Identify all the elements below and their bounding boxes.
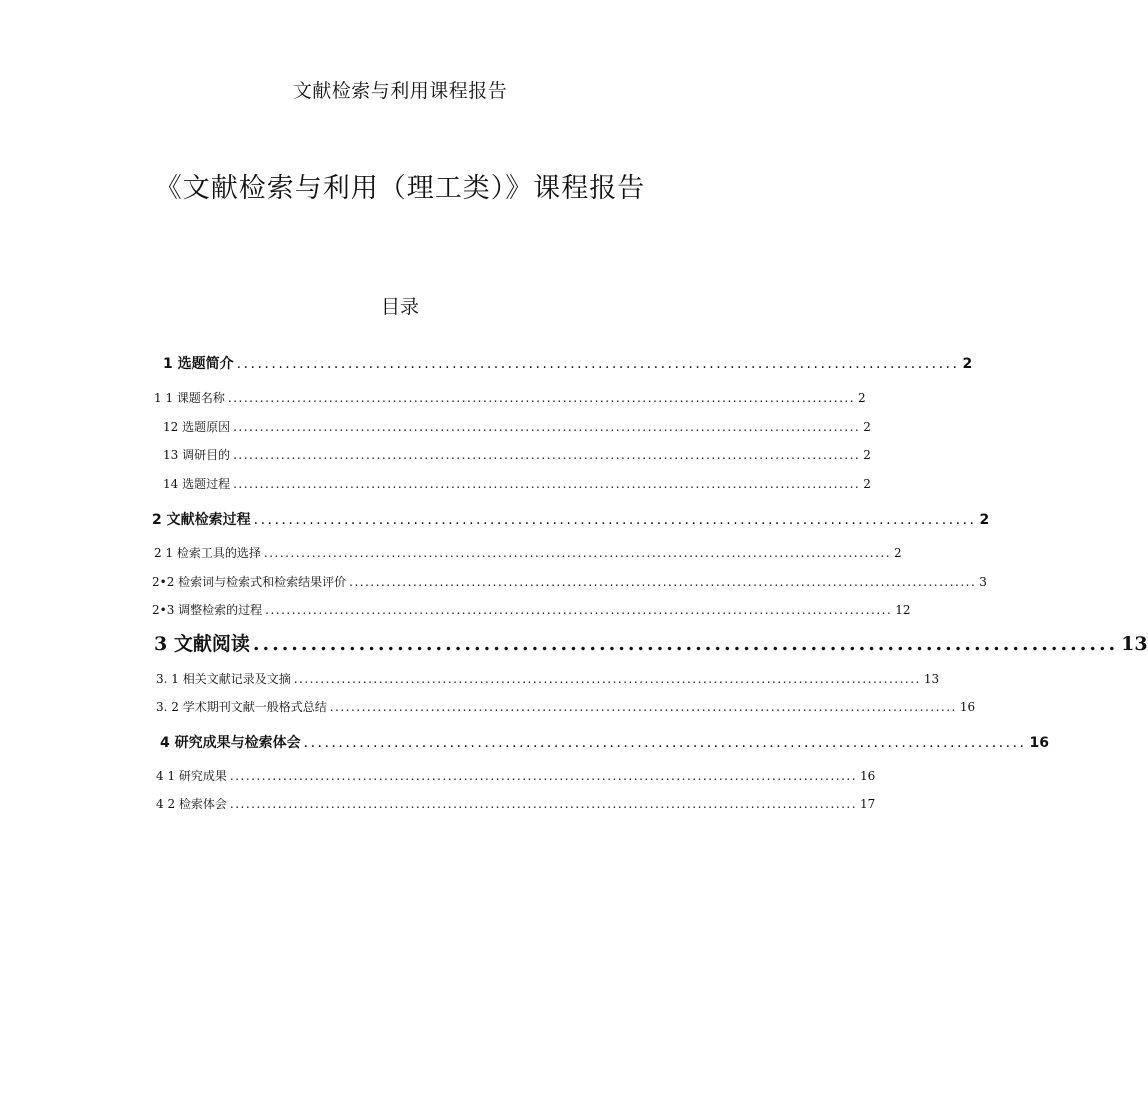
toc-entry-label: 4 研究成果与检索体会	[160, 735, 301, 751]
toc-page-number: 12	[895, 603, 911, 617]
toc-entry-2[interactable]	[152, 509, 990, 529]
toc-page-number: 16	[959, 700, 976, 714]
toc-entry-label: 3. 1 相关文献记录及文摘	[156, 672, 291, 686]
toc-entry-3-1[interactable]	[156, 670, 940, 687]
toc-page-number: 2	[979, 512, 990, 528]
toc-entry-4-1[interactable]	[156, 767, 876, 784]
toc-leader-dots: ......................................................................................................................	[293, 672, 921, 686]
toc-page-number: 17	[860, 797, 876, 811]
toc-page-number: 2	[962, 356, 973, 372]
toc-entry-label: 2 1 检索工具的选择	[154, 546, 261, 560]
toc-entry-label: 4 2 检索体会	[156, 797, 227, 811]
toc-page-number: 2	[863, 420, 871, 434]
toc-entry-label: 3. 2 学术期刊文献一般格式总结	[156, 700, 327, 714]
toc-entry-label: 14 选题过程	[163, 477, 231, 491]
header-title: 文献检索与利用课程报告	[292, 80, 508, 102]
toc-leader-dots: ........................................................................................................	[236, 356, 960, 372]
toc-entry-3[interactable]	[154, 629, 1148, 656]
toc-entry-label: 1 1 课题名称	[154, 391, 225, 405]
toc-leader-dots: ..........................................................................................	[252, 633, 1119, 655]
toc-entry-label: 2•2 检索词与检索式和检索结果评价	[152, 575, 347, 589]
toc-entry-1-1[interactable]	[154, 389, 866, 406]
toc-entry-label: 2•3 调整检索的过程	[152, 603, 263, 617]
toc-entry-4-2[interactable]	[156, 795, 876, 812]
toc-entry-1[interactable]	[163, 353, 973, 373]
toc-page-number: 13	[1121, 633, 1148, 655]
toc-page-number: 13	[923, 672, 940, 686]
toc-entry-1-4[interactable]	[163, 475, 871, 492]
toc-leader-dots: ......................................................................................................................	[229, 769, 858, 783]
toc-entry-1-3[interactable]	[163, 446, 871, 463]
toc-entry-label: 2 文献检索过程	[152, 512, 251, 528]
toc-entry-2-3[interactable]	[152, 601, 911, 618]
toc-entry-2-2[interactable]	[152, 573, 987, 590]
toc-leader-dots: ......................................................................................................................	[349, 575, 977, 589]
toc-leader-dots: ......................................................................................................................	[233, 420, 861, 434]
toc-leader-dots: ........................................................................................................	[303, 735, 1027, 751]
toc-entry-4[interactable]	[160, 732, 1049, 752]
toc-page-number: 3	[979, 575, 987, 589]
toc-leader-dots: ......................................................................................................................	[233, 448, 861, 462]
toc-entry-label: 1 选题简介	[163, 356, 234, 372]
toc-leader-dots: ......................................................................................................................	[329, 700, 957, 714]
toc-leader-dots: ......................................................................................................................	[263, 546, 892, 560]
toc-leader-dots: ......................................................................................................................	[227, 391, 856, 405]
toc-entry-3-2[interactable]	[156, 698, 976, 715]
toc-page-number: 2	[863, 477, 871, 491]
toc-entry-label: 12 选题原因	[163, 420, 231, 434]
toc-heading: 目录	[380, 296, 419, 318]
toc-leader-dots: ......................................................................................................................	[229, 797, 858, 811]
toc-page-number: 2	[894, 546, 902, 560]
toc-entry-label: 3 文献阅读	[154, 633, 250, 655]
toc-entry-2-1[interactable]	[154, 544, 902, 561]
toc-leader-dots: ........................................................................................................	[253, 512, 977, 528]
toc-leader-dots: ......................................................................................................................	[233, 477, 861, 491]
toc-leader-dots: ......................................................................................................................	[265, 603, 893, 617]
toc-entry-1-2[interactable]	[163, 418, 871, 435]
toc-page-number: 16	[1029, 735, 1049, 751]
toc-page-number: 16	[860, 769, 876, 783]
main-title: 《文献检索与利用（理工类）》课程报告	[154, 173, 646, 204]
toc-page-number: 2	[863, 448, 871, 462]
toc-entry-label: 4 1 研究成果	[156, 769, 227, 783]
toc-page-number: 2	[858, 391, 866, 405]
toc-entry-label: 13 调研目的	[163, 448, 231, 462]
